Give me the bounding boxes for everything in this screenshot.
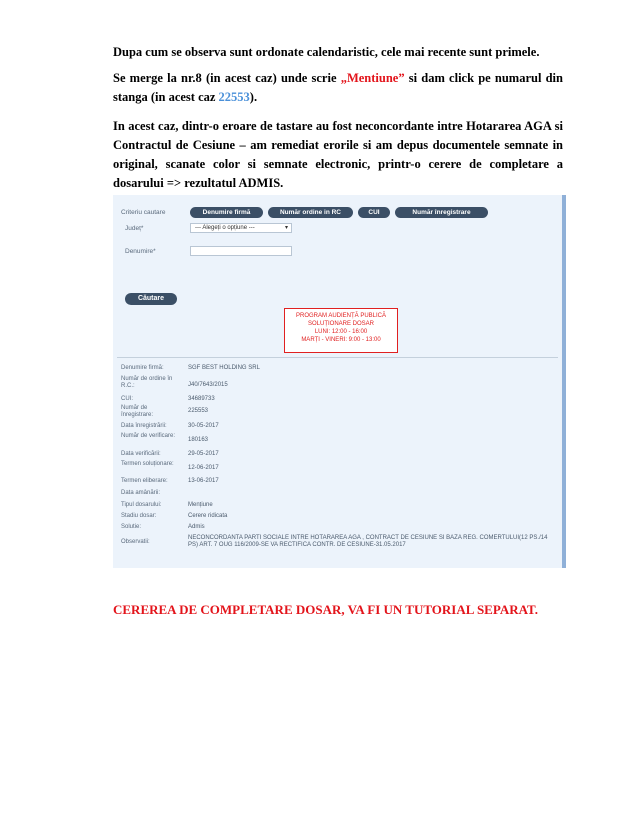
notice-line4: MARȚI - VINERI: 9:00 - 13:00 [301,337,381,343]
judet-select[interactable] [190,223,292,233]
detail-value: 34689733 [188,396,215,402]
denumire-input[interactable] [190,246,292,256]
detail-label: Tipul dosarului: [121,502,162,508]
detail-label: Data verificării: [121,451,161,457]
criteria-label: Criteriu cautare [121,209,166,216]
tab-denumire-firma[interactable]: Denumire firmă [190,207,263,218]
detail-label: Denumire firmă: [121,365,164,371]
explanation-paragraph: In acest caz, dintr-o eroare de tastare au fost neconcordante intre Hotararea AGA si Contractul de Cesiune – am remediat erorile si am depus documentele semnate in original, scanate color si semnate electronic, printr-o cerere de completare a dosarului => rezultatul ADMIS. [113,119,563,190]
tab-numar-inregistrare[interactable]: Număr înregistrare [395,207,488,218]
judet-label: Județ* [125,225,144,232]
detail-value: Cerere ridicata [188,513,228,519]
intro-paragraph: Dupa cum se observa sunt ordonate calendaristic, cele mai recente sunt primele. [113,45,540,59]
detail-label: Număr de ordine în R.C.: [121,376,173,389]
footer-note: CEREREA DE COMPLETARE DOSAR, VA FI UN TUTORIAL SEPARAT. [113,602,538,617]
detail-label: Termen soluționare: [121,461,174,467]
detail-label: Observatii: [121,539,150,545]
detail-value: J40/7643/2015 [188,382,228,388]
judet-select-value: --- Alegeți o opțiune --- [195,225,255,231]
detail-label: Număr de înregistrare: [121,405,154,418]
detail-label: Data amânării: [121,490,161,496]
denumire-label: Denumire* [125,248,156,255]
detail-label: Număr de verificare: [121,433,176,439]
detail-label: Data înregistrării: [121,423,167,429]
embedded-screenshot [113,195,566,568]
instruction-paragraph [113,69,563,107]
detail-value: Mențiune [188,502,213,508]
notice-line2: SOLUȚIONARE DOSAR [307,321,374,327]
mentiune-highlight: „Mentiune” [340,71,405,85]
instruction-mid: si dam click pe numarul din stanga (in acest caz [113,71,563,104]
divider [117,357,558,358]
registration-number-link[interactable]: 22553 [218,90,250,104]
detail-value: SGF BEST HOLDING SRL [188,365,260,371]
detail-value: 13-06-2017 [188,478,219,484]
detail-value: 225553 [188,408,209,414]
detail-label: Termen eliberare: [121,478,168,484]
detail-value: NECONCORDANTA PARTI SOCIALE INTRE HOTARAREA AGA , CONTRACT DE CESIUNE SI BAZA REG. COMERTULUI(12 PS./14 PS) ART. 7 OUG 116/2009-SE VA RECTIFICA CONTR. DE CESIUNE-31.05.2017 [188,535,548,548]
notice-line1: PROGRAM AUDIENȚĂ PUBLICĂ [295,313,387,319]
detail-value: Admis [188,524,205,530]
notice-line3: LUNI: 12:00 - 16:00 [314,329,368,335]
chevron-down-icon: ▾ [284,225,288,231]
detail-value: 29-05-2017 [188,451,219,457]
program-notice [284,308,398,353]
detail-label: CUI: [121,396,133,402]
search-button[interactable]: Căutare [125,293,177,305]
detail-value: 180163 [188,437,209,443]
tab-numar-ordine[interactable]: Număr ordine in RC [268,207,353,218]
detail-label: Stadiu dosar: [121,513,157,519]
detail-value: 12-06-2017 [188,465,219,471]
tab-cui[interactable]: CUI [358,207,390,218]
detail-value: 30-05-2017 [188,423,219,429]
instruction-pre: Se merge la nr.8 (in acest caz) unde scrie [113,71,341,85]
detail-label: Solutie: [121,524,142,530]
instruction-post: ). [249,90,258,104]
